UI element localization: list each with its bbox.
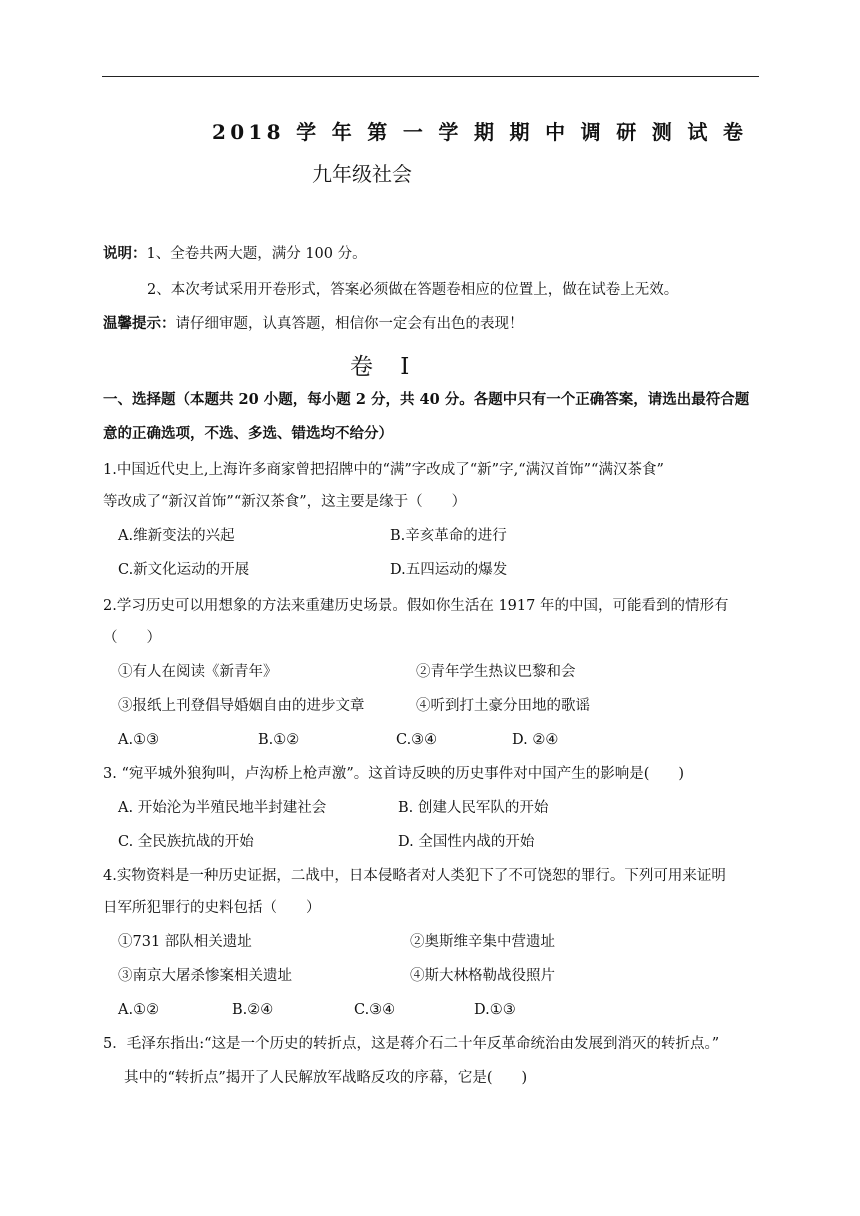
question-2-item-2: ②青年学生热议巴黎和会 — [416, 664, 576, 680]
tip-text: 请仔细审题，认真答题，相信你一定会有出色的表现！ — [175, 316, 524, 332]
section-heading-line-1: 一、选择题（本题共 20 小题，每小题 2 分，共 40 分。各题中只有一个正确答案，请选出最符合题 — [103, 391, 750, 408]
tip-line — [103, 314, 524, 334]
question-1-line-2: 等改成了“新汉首饰”“新汉茶食”，这主要是缘于（ ） — [103, 494, 467, 510]
question-5-line-2: 其中的“转折点”揭开了人民解放军战略反攻的序幕，它是( ) — [124, 1070, 528, 1086]
question-3-option-c: C. 全民族抗战的开始 — [118, 834, 254, 850]
question-4-item-3: ③南京大屠杀惨案相关遗址 — [118, 968, 292, 984]
question-3-line-1: 3. “宛平城外狼狗叫，卢沟桥上枪声激”。这首诗反映的历史事件对中国产生的影响是( ) — [103, 766, 685, 782]
question-2-option-a: A.①③ — [118, 732, 160, 748]
notes-item-2: 2、本次考试采用开卷形式，答案必须做在答题卷相应的位置上，做在试卷上无效。 — [147, 282, 679, 298]
question-2-line-2: （ ） — [103, 630, 161, 646]
question-4-line-1: 4.实物资料是一种历史证据，二战中，日本侵略者对人类犯下了不可饶恕的罪行。下列可用来证明 — [103, 868, 726, 884]
question-2-option-c: C.③④ — [396, 732, 438, 748]
question-4-option-b: B.②④ — [232, 1002, 274, 1018]
question-4-option-a: A.①② — [118, 1002, 160, 1018]
question-1-line-1: 1.中国近代史上,上海许多商家曾把招牌中的“满”字改成了“新”字,“满汉首饰”“满汉茶食” — [103, 462, 664, 478]
page-title: 2018 学 年 第 一 学 期 期 中 调 研 测 试 卷 — [212, 120, 748, 144]
question-4-option-d: D.①③ — [474, 1002, 516, 1018]
question-2-item-4: ④听到打土豪分田地的歌谣 — [416, 698, 590, 714]
section-heading-line-2: 意的正确选项，不选、多选、错选均不给分） — [103, 425, 393, 442]
question-5-line-1: 5．毛泽东指出:“这是一个历史的转折点，这是蒋介石二十年反革命统治由发展到消灭的转折点。” — [103, 1036, 720, 1052]
question-1-option-b: B.辛亥革命的进行 — [390, 528, 507, 544]
volume-heading: 卷 I — [350, 354, 420, 380]
question-1-option-d: D.五四运动的爆发 — [390, 562, 508, 578]
question-4-option-c: C.③④ — [354, 1002, 396, 1018]
question-3-option-b: B. 创建人民军队的开始 — [398, 800, 549, 816]
page-subtitle: 九年级社会 — [312, 162, 412, 186]
question-3-option-a: A. 开始沦为半殖民地半封建社会 — [118, 800, 327, 816]
notes-item-1: 1、全卷共两大题，满分 100 分。 — [146, 246, 367, 262]
tip-label: 温馨提示： — [103, 315, 176, 332]
question-1-option-a: A.维新变法的兴起 — [118, 528, 235, 544]
notes-label: 说明： — [103, 245, 147, 262]
question-2-line-1: 2.学习历史可以用想象的方法来重建历史场景。假如你生活在 1917 年的中国，可能看到的情形有 — [103, 598, 729, 614]
top-rule — [102, 76, 759, 77]
question-2-item-1: ①有人在阅读《新青年》 — [118, 664, 278, 680]
question-4-line-2: 日军所犯罪行的史料包括（ ） — [103, 900, 321, 916]
question-3-option-d: D. 全国性内战的开始 — [398, 834, 535, 850]
question-4-item-1: ①731 部队相关遗址 — [118, 934, 252, 950]
question-2-option-b: B.①② — [258, 732, 300, 748]
question-2-item-3: ③报纸上刊登倡导婚姻自由的进步文章 — [118, 698, 365, 714]
question-2-option-d: D. ②④ — [512, 732, 559, 748]
question-1-option-c: C.新文化运动的开展 — [118, 562, 250, 578]
question-4-item-4: ④斯大林格勒战役照片 — [410, 968, 555, 984]
notes-line-1 — [103, 244, 367, 264]
question-4-item-2: ②奥斯维辛集中营遗址 — [410, 934, 555, 950]
